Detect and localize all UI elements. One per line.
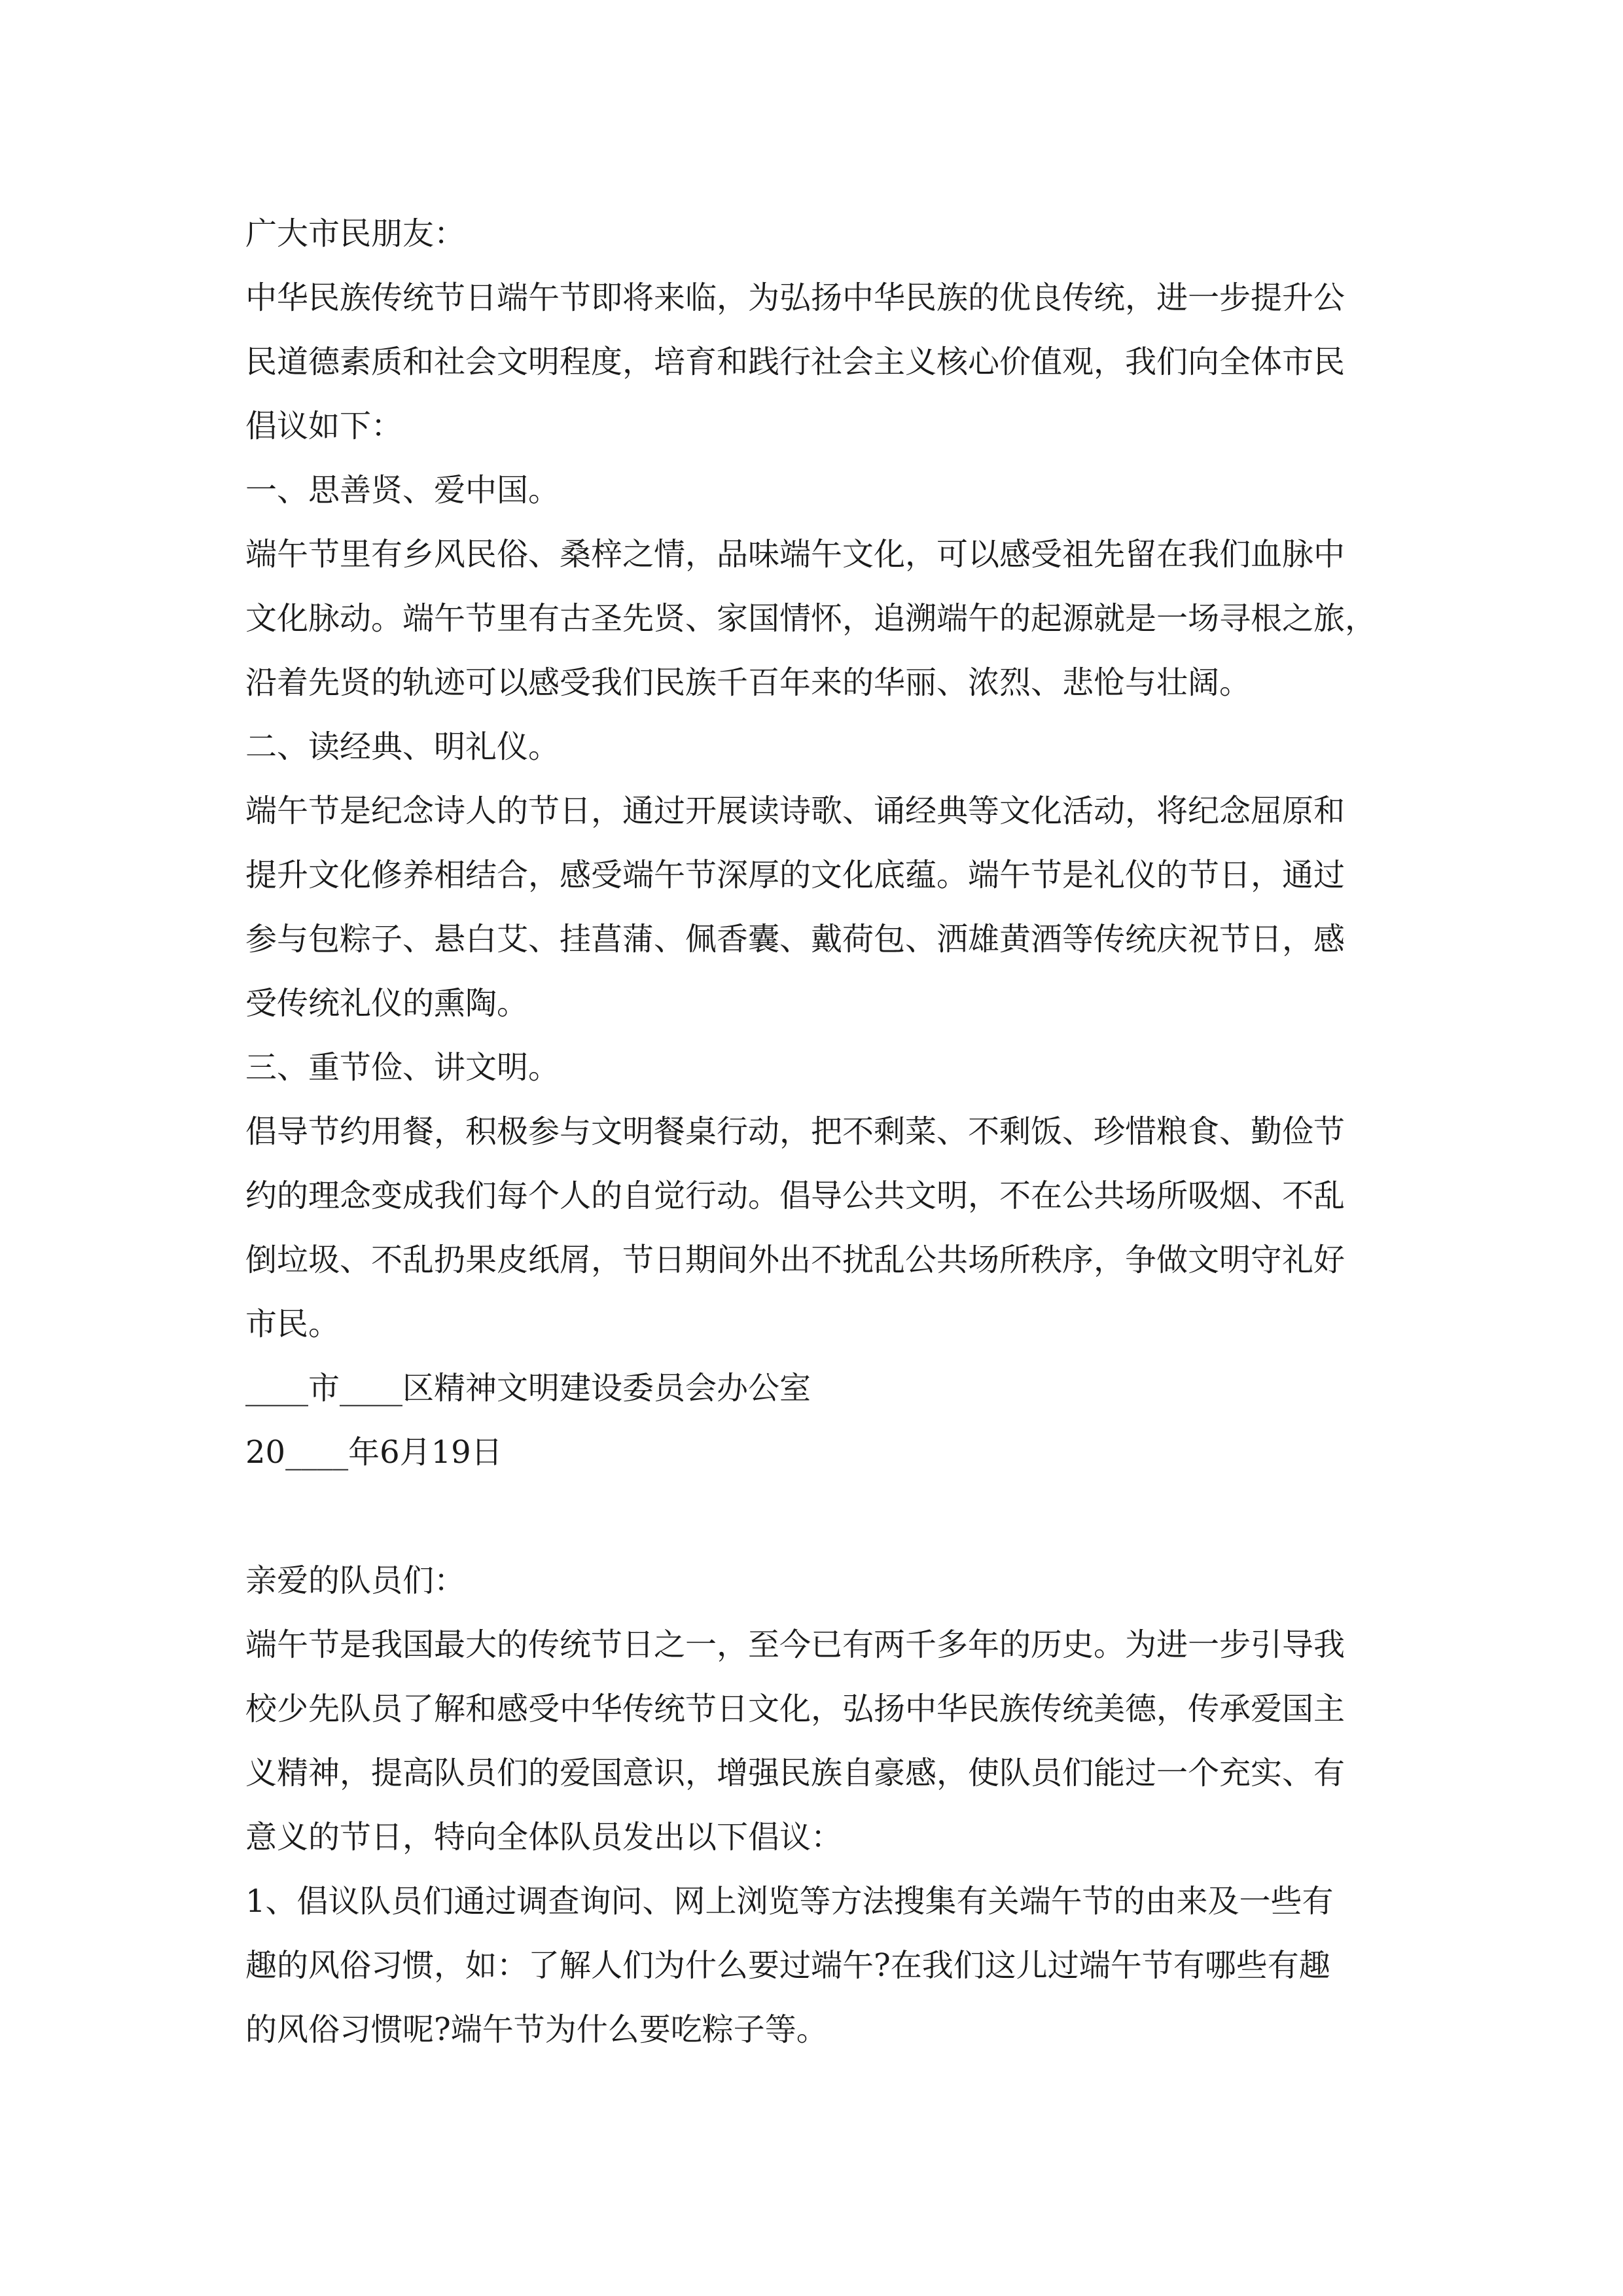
letter2-salutation: 亲爱的队员们： — [245, 1562, 466, 1599]
letter1-intro-line: 民道德素质和社会文明程度，培育和践行社会主义核心价值观，我们向全体市民 — [245, 344, 1346, 380]
letter1-intro-line: 中华民族传统节日端午节即将来临，为弘扬中华民族的优良传统，进一步提升公 — [245, 279, 1346, 316]
letter1-salutation: 广大市民朋友： — [245, 215, 466, 252]
letter1-signature: ____市____区精神文明建设委员会办公室 — [245, 1370, 812, 1407]
section2-line: 端午节是纪念诗人的节日，通过开展读诗歌、诵经典等文化活动，将纪念屈原和 — [245, 793, 1346, 829]
section2-heading: 二、读经典、明礼仪。 — [245, 728, 560, 765]
letter2-intro-line: 义精神，提高队员们的爱国意识，增强民族自豪感，使队员们能过一个充实、有 — [245, 1755, 1346, 1791]
section1-line: 沿着先贤的轨迹可以感受我们民族千百年来的华丽、浓烈、悲怆与壮阔。 — [245, 664, 1251, 701]
section1-line: 文化脉动。端午节里有古圣先贤、家国情怀，追溯端午的起源就是一场寻根之旅， — [245, 600, 1377, 637]
section2-line: 参与包粽子、悬白艾、挂菖蒲、佩香囊、戴荷包、洒雄黄酒等传统庆祝节日，感 — [245, 921, 1346, 958]
item1-line: 趣的风俗习惯，如：了解人们为什么要过端午?在我们这儿过端午节有哪些有趣 — [245, 1947, 1330, 1984]
section3-heading: 三、重节俭、讲文明。 — [245, 1049, 560, 1086]
letter2-intro-line: 端午节是我国最大的传统节日之一，至今已有两千多年的历史。为进一步引导我 — [245, 1626, 1346, 1663]
document-page — [245, 202, 1381, 2062]
letter1-date: 20____年6月19日 — [245, 1434, 503, 1471]
letter-separator — [245, 1484, 1381, 1549]
letter1-intro-line: 倡议如下： — [245, 408, 403, 444]
letter2-intro-line: 校少先队员了解和感受中华传统节日文化，弘扬中华民族传统美德，传承爱国主 — [245, 1691, 1346, 1727]
item1-line: 的风俗习惯呢?端午节为什么要吃粽子等。 — [245, 2011, 828, 2048]
section3-line: 约的理念变成我们每个人的自觉行动。倡导公共文明，不在公共场所吸烟、不乱 — [245, 1177, 1346, 1214]
section2-line: 提升文化修养相结合，感受端午节深厚的文化底蕴。端午节是礼仪的节日，通过 — [245, 857, 1346, 893]
section1-line: 端午节里有乡风民俗、桑梓之情，品味端午文化，可以感受祖先留在我们血脉中 — [245, 536, 1346, 573]
item1-line: 1、倡议队员们通过调查询问、网上浏览等方法搜集有关端午节的由来及一些有 — [245, 1883, 1334, 1920]
section3-line: 倒垃圾、不乱扔果皮纸屑，节日期间外出不扰乱公共场所秩序，争做文明守礼好 — [245, 1242, 1346, 1278]
letter2-intro-line: 意义的节日，特向全体队员发出以下倡议： — [245, 1819, 843, 1856]
section2-line: 受传统礼仪的熏陶。 — [245, 985, 529, 1022]
section1-heading: 一、思善贤、爱中国。 — [245, 472, 560, 509]
section3-line: 倡导节约用餐，积极参与文明餐桌行动，把不剩菜、不剩饭、珍惜粮食、勤俭节 — [245, 1113, 1346, 1150]
section3-line: 市民。 — [245, 1306, 340, 1342]
